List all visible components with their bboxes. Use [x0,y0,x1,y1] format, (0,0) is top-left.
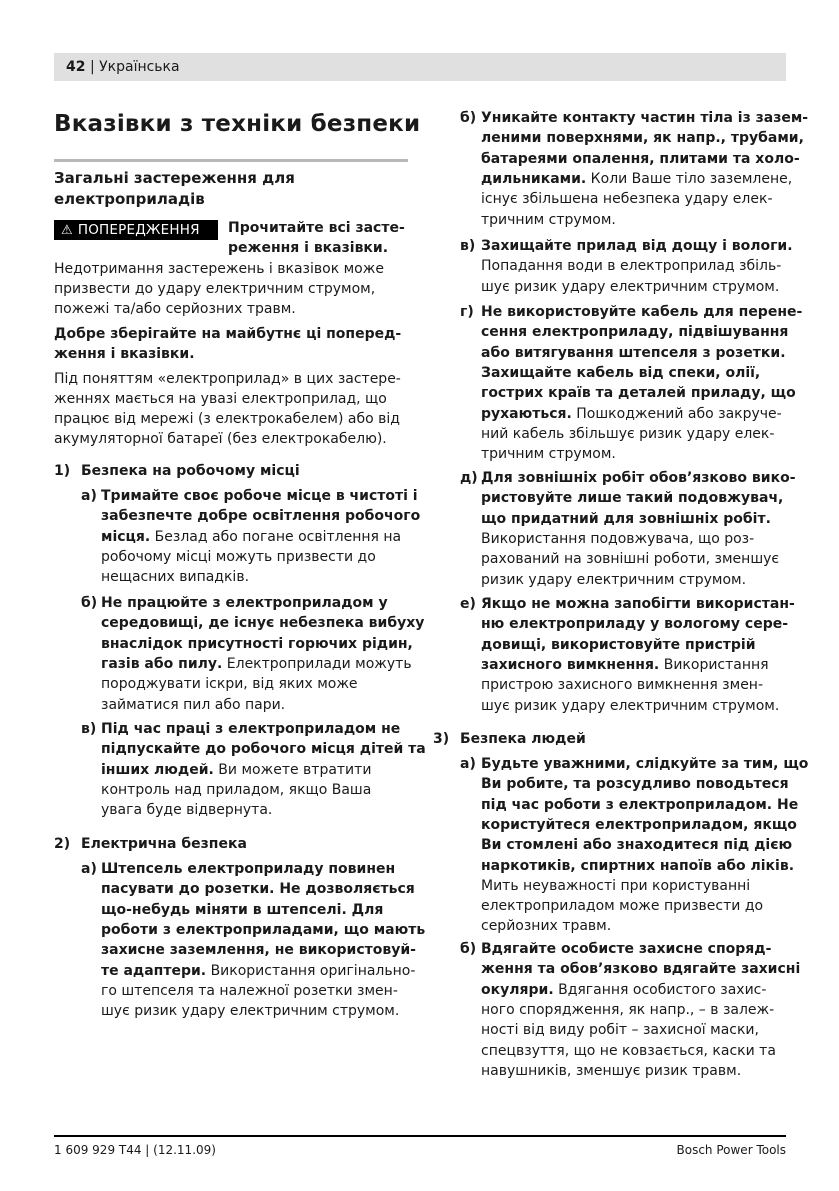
item-2f-text-line: шує ризик удару електричним струмом. [481,697,780,714]
item-2b-text-line: існує збільшена небезпека удару елек- [481,191,773,208]
item-3a-bold-line: Ви робите, та розсудливо поводьтеся [481,776,789,793]
item-1a-bold-line: Тримайте своє робоче місце в чистоті і [101,488,418,504]
item-3a-bold-line: Ви стомлені або знаходитеся під дією [481,837,793,854]
item-2d-bold-line: або витягування штепселя з розетки. [481,344,786,361]
item-2e-text-line: ризик удару електричним струмом. [481,571,747,588]
item-3b-text-line: навушників, зменшує ризик травм. [481,1062,742,1079]
item-1b-bold-line: Не працюйте з електроприладом у [101,595,388,611]
item-1b-text-line: породжувати іскри, від яких може [101,676,358,693]
warning-heading-line-2: реження і вказівки. [228,240,389,256]
header-separator: | [89,59,95,75]
item-2f-text-line: пристрою захисного вимкнення змен- [481,677,764,694]
warning-text-line: Недотримання застережень і вказівок може [54,261,384,277]
item-2a-text-line: шує ризик удару електричним струмом. [101,1003,400,1020]
footer-document-number: 1 609 929 T44 | (12.11.09) [54,1143,216,1157]
warning-badge [54,220,218,240]
item-2c-text-line: шує ризик удару електричним струмом. [481,278,780,295]
warning-badge-label: ПОПЕРЕДЖЕННЯ [77,222,200,238]
item-2a-bold-line: що-небудь міняти в штепселі. Для [101,901,384,918]
item-1c-bold-line: Під час праці з електроприладом не [101,721,401,737]
section-1-title: Безпека на робочому місці [81,463,300,479]
definition-line: Під поняттям «електроприлад» в цих застере- [54,371,401,387]
item-1a-text-line: нещасних випадків. [101,569,250,586]
item-2d-bold-line: Захищайте кабель від спеки, олії, [481,364,761,381]
title-divider [54,159,408,162]
definition-line: акумуляторної батареї (без електрокабелю). [54,431,387,447]
item-2f-bold-line: Якщо не можна запобігти використан- [481,596,795,612]
item-3a-text-line: Мить неуважності при користуванні [481,877,751,894]
item-2d-bold-line: Не використовуйте кабель для перене- [481,304,803,320]
item-2e-bold-line: що придатний для зовнішніх робіт. [481,510,771,527]
item-2d-text-line: тричним струмом. [481,446,616,463]
item-2d-bold-line: рухаються. Пошкоджений або закруче- [481,405,782,422]
item-2e-bold-line: Для зовнішніх робіт обов’язково вико- [481,470,796,486]
section-subtitle-line-2: електроприладів [54,190,205,208]
definition-line: женнях мається на увазі електроприлад, що [54,391,387,407]
item-2f-bold-line: довищі, використовуйте пристрій [481,636,756,653]
keep-instructions-line: Добре зберігайте на майбутнє ці поперед- [54,326,402,342]
section-2-number: 2) [54,836,71,852]
item-1b-bold-line: середовищі, де існує небезпека вибуху [101,615,425,632]
warning-text-line: пожежі та/або серйозних травм. [54,301,296,317]
item-2a-bold-line: пасувати до розетки. Не дозволяється [101,881,415,898]
item-2e-bold-line: ристовуйте лише такий подовжувач, [481,490,784,507]
item-1b-text-line: займатися пил або пари. [101,696,286,713]
footer-brand: Bosch Power Tools [676,1143,786,1157]
item-2b-bold-line: батареями опалення, плитами та холо- [481,150,800,167]
page-title: Вказівки з техніки безпеки [54,111,421,137]
item-2f-bold-line: захисного вимкнення. Використання [481,656,769,673]
item-2d-bold-line: сення електроприладу, підвішування [481,324,789,341]
item-3a-bold-line: під час роботи з електроприладом. Не [481,796,799,813]
item-1a-text-line: робочому місці можуть призвести до [101,548,376,565]
item-1c-bold-line: інших людей. Ви можете втратити [101,761,372,778]
item-2d-text-line: ний кабель збільшує ризик удару елек- [481,425,775,442]
section-1-number: 1) [54,463,71,479]
item-2c-bold-line: Захищайте прилад від дощу і вологи. [481,238,793,254]
item-3a-bold-line: користуйтеся електроприладом, якщо [481,816,797,833]
item-2a-bold-line: роботи з електроприладами, що мають [101,921,426,938]
item-3a-bold-line: наркотиків, спиртних напоїв або ліків. [481,857,795,874]
section-3-title: Безпека людей [460,731,586,747]
item-2b-bold-line: леними поверхнями, як напр., трубами, [481,130,804,147]
page-header [54,53,786,81]
item-2e-text-line: Використання подовжувача, що роз- [481,530,755,547]
item-1c-bold-line: підпускайте до робочого місця дітей та [101,741,426,758]
item-3a-text-line: електроприладом може призвести до [481,898,764,915]
item-2b-bold-line: Уникайте контакту частин тіла із зазем- [481,110,809,126]
item-2a-bold-line: захисне заземлення, не використовуй- [101,942,416,959]
item-3b-text-line: ного спорядження, як напр., – в залеж- [481,1001,775,1018]
header-text [66,58,180,76]
item-2c-text-line: Попадання води в електроприлад збіль- [481,258,782,275]
item-3b-text-line: спецвзуття, що не ковзається, каски та [481,1042,776,1059]
section-2-title: Електрична безпека [81,836,247,852]
page-number: 42 [66,59,86,75]
item-1a-bold-line: забезпечте добре освітлення робочого [101,508,421,525]
item-3b-bold-line: Вдягайте особисте захисне споряд- [481,941,772,957]
item-2a-bold-line: те адаптери. Використання оригінально- [101,962,416,979]
item-3b-bold-line: окуляри. Вдягання особистого захис- [481,981,767,998]
item-1c-text-line: контроль над приладом, якщо Ваша [101,781,372,798]
item-1a-bold-line: місця. Безлад або погане освітлення на [101,528,402,545]
item-1b-bold-line: газів або пилу. Електроприлади можуть [101,655,412,672]
section-subtitle-line-1: Загальні застереження для [54,169,295,187]
warning-heading-line-1: Прочитайте всі засте- [228,220,405,236]
header-language: Українська [99,59,180,75]
warning-text-line: призвести до удару електричним струмом, [54,281,376,297]
item-2a-text-line: го штепселя та належної розетки змен- [101,982,398,999]
section-3-number: 3) [433,731,450,747]
keep-instructions-line: ження і вказівки. [54,346,195,362]
item-2a-bold-line: Штепсель електроприладу повинен [101,861,396,877]
item-3b-text-line: ності від виду робіт – захисної маски, [481,1022,759,1039]
item-2d-bold-line: гострих країв та деталей приладу, що [481,385,796,402]
definition-line: працює від мережі (з електрокабелем) або від [54,411,400,427]
item-1c-text-line: увага буде відвернута. [101,802,273,819]
item-3a-text-line: серйозних травм. [481,918,612,935]
item-2f-bold-line: ню електроприладу у вологому сере- [481,616,789,633]
footer-divider [54,1135,786,1137]
item-1b-bold-line: внаслідок присутності горючих рідин, [101,635,413,652]
item-3a-bold-line: Будьте уважними, слідкуйте за тим, що [481,756,809,772]
item-2b-bold-line: дильниками. Коли Ваше тіло заземлене, [481,170,793,187]
item-3b-bold-line: ження та обов’язково вдягайте захисні [481,961,801,978]
item-2b-text-line: тричним струмом. [481,211,616,228]
warning-triangle-icon: ⚠ [61,223,73,238]
item-2e-text-line: рахований на зовнішні роботи, зменшує [481,551,780,568]
